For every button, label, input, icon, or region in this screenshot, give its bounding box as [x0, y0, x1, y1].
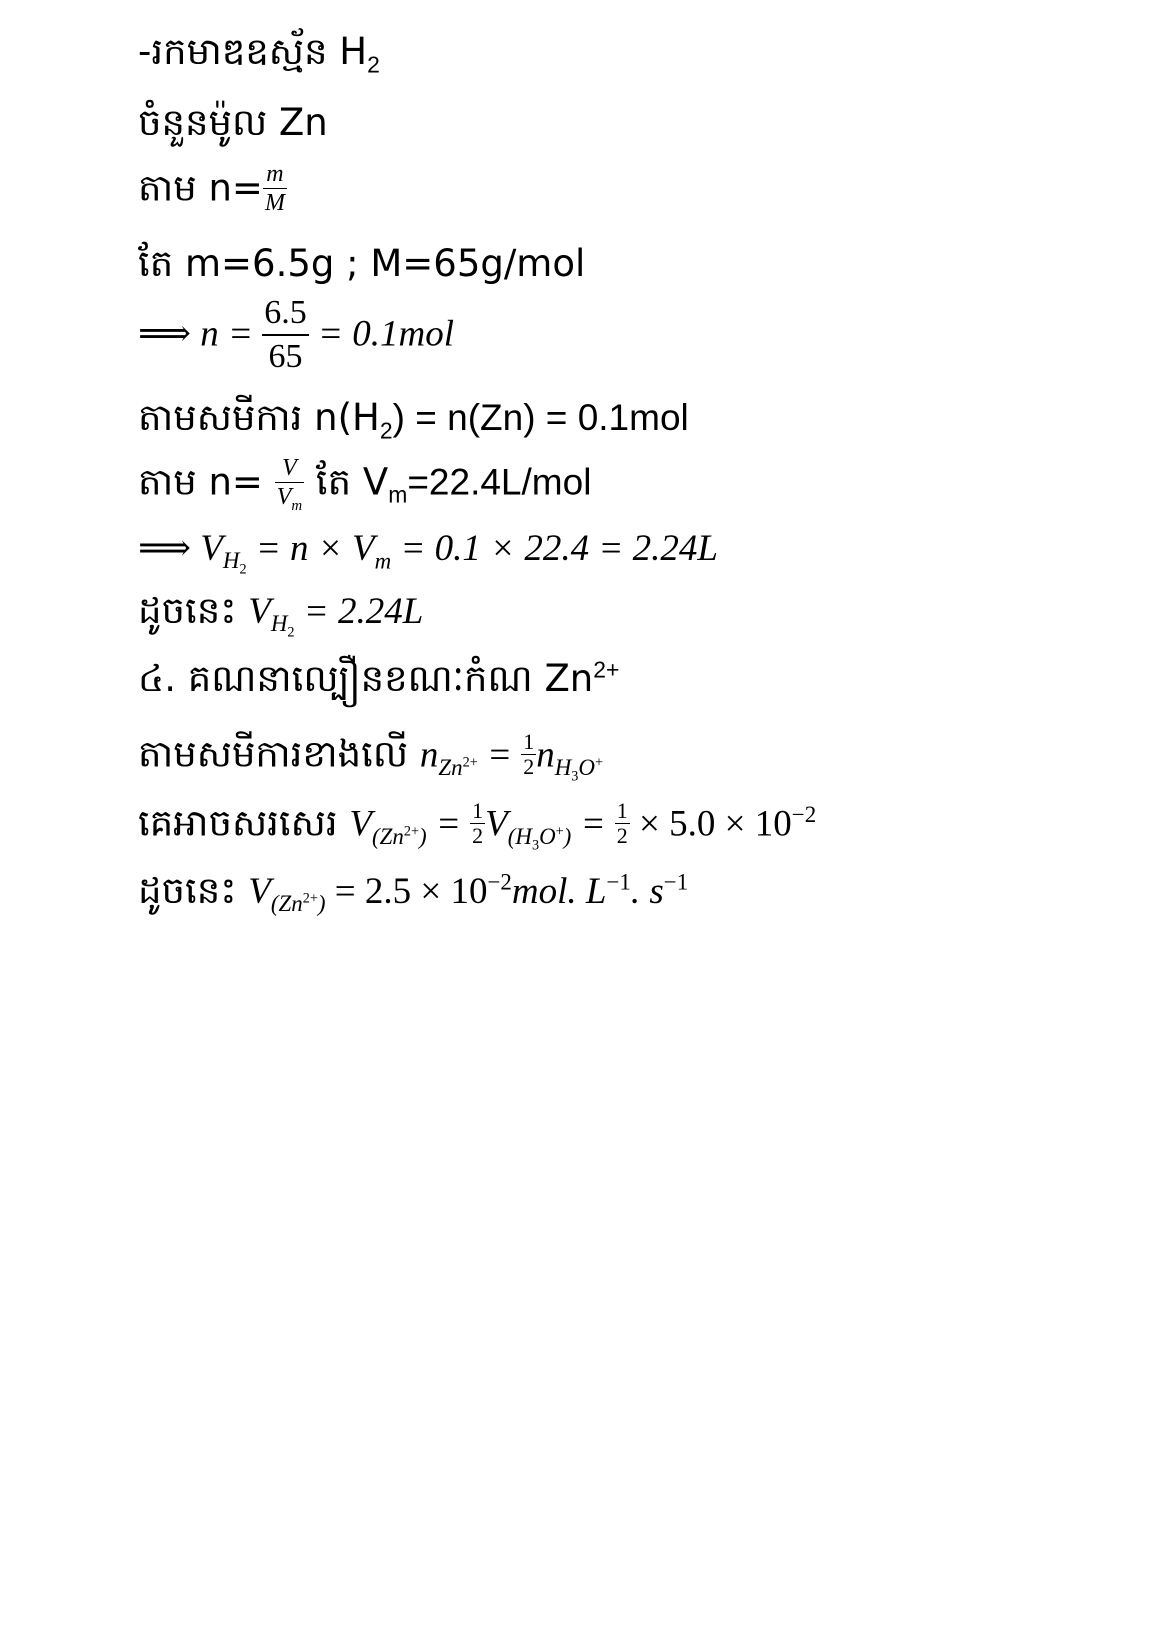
line-volume-h2-calculation: ⟹ $V_{H_2} = n \times V_m = 0.1 \times 22.4 = 2.24L$: [138, 528, 718, 578]
fraction-one-half-b: $\frac{1}{2}$: [616, 798, 628, 848]
line-formula-n-v-over-vm: តាម n= $\frac{V}{V_m}$ តែ $V_m=22.4L$/mol: [138, 455, 592, 514]
line-given-values: តែ m=6.5g ; M=65g/mol: [138, 242, 586, 285]
line-section-4-heading: ៤. គណនាល្បឿនខណៈកំណ $Zn^{2+}$: [138, 656, 620, 700]
line-n-calculation: ⟹ n = $\frac{6.5}{65}$ = 0.1mol: [138, 294, 454, 375]
fraction-v-over-vm: $\frac{V}{V_m}$: [276, 455, 303, 514]
line-formula-n-m-over-M: តាម n= $\frac{m}{M}$: [138, 161, 285, 216]
fraction-one-half-a: $\frac{1}{2}$: [472, 798, 484, 848]
line-final-rate: ដូចនេះ $V_{(Zn^{2+})} = 2.5 \times 10^{-2}mol$. $L^{-1}$. $s^{-1}$: [138, 869, 689, 917]
line-moles-zn: ចំនួនម៉ូល Zn: [138, 101, 328, 144]
line-equation-moles-h2: តាមសមីការ $n(H_2) = n(Zn) = 0.1mol$: [138, 396, 689, 444]
fraction-m-over-M: $\frac{m}{M}$: [264, 161, 285, 216]
line-therefore-volume: ដូចនេះ $V_{H_2} = 2.24L$: [138, 589, 424, 641]
fraction-one-half: $\frac{1}{2}$: [523, 729, 535, 779]
line-rate-relation: គេអាចសរសេរ $V_{(Zn^{2+})}$ = $\frac{1}{2}$ $V_{(H_3O^+)}$ = $\frac{1}{2}$ × $5.0 \times 10^{-2}$: [138, 798, 817, 854]
line-find-h2-volume: -រកមាឌឧស្ម័ន $H_2$: [138, 30, 380, 78]
fraction-6-5-over-65: $\frac{6.5}{65}$: [264, 294, 307, 375]
line-equation-zn-h3o: តាមសមីការខាងលើ $n_{Zn^{2+}}$ = $\frac{1}{2}$ $n_{H_3O^+}$: [138, 729, 603, 785]
